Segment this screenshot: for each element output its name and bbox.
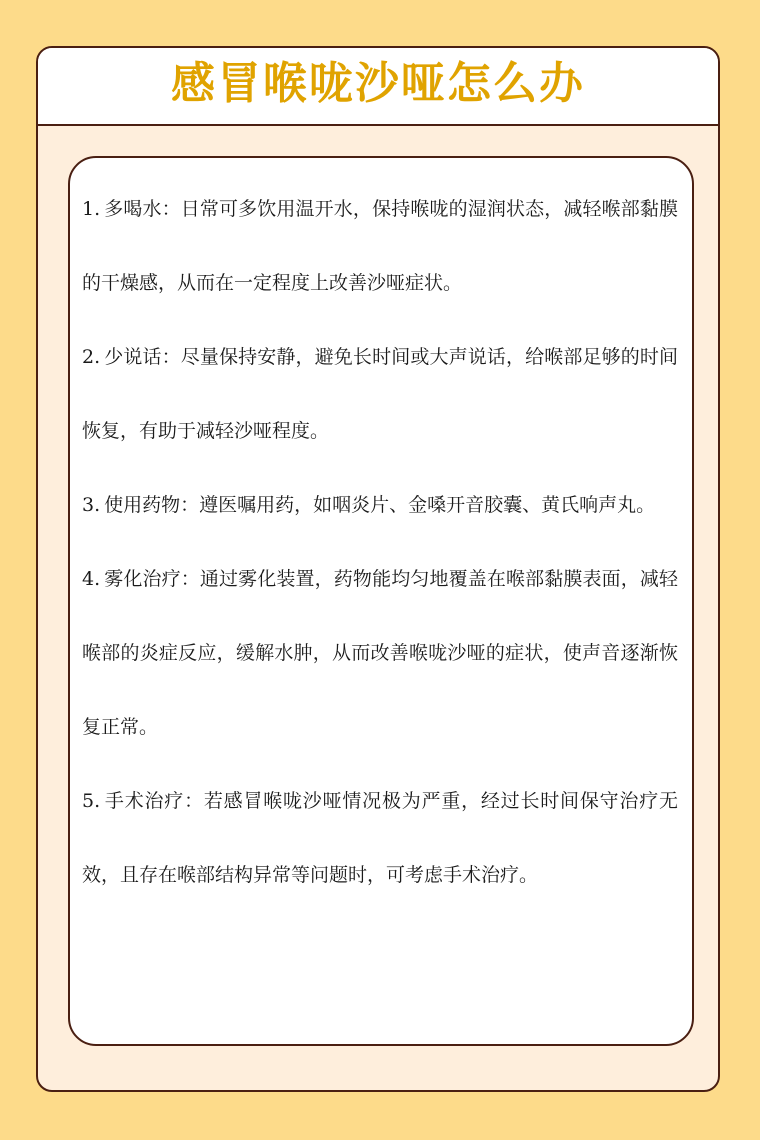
tips-panel <box>68 156 694 1046</box>
item-number: 5. <box>82 790 101 812</box>
list-item <box>82 542 678 764</box>
item-number: 2. <box>82 346 101 368</box>
list-item <box>82 320 678 468</box>
item-text: 多喝水：日常可多饮用温开水，保持喉咙的湿润状态，减轻喉部黏膜的干燥感，从而在一定程度上改善沙哑症状。 <box>82 198 678 294</box>
list-item <box>82 764 678 912</box>
item-number: 4. <box>82 568 101 590</box>
list-item <box>82 172 678 320</box>
item-text: 雾化治疗：通过雾化装置，药物能均匀地覆盖在喉部黏膜表面，减轻喉部的炎症反应，缓解水肿，从而改善喉咙沙哑的症状，使声音逐渐恢复正常。 <box>82 568 678 738</box>
list-item <box>82 468 678 542</box>
item-text: 使用药物：遵医嘱用药，如咽炎片、金嗓开音胶囊、黄氏响声丸。 <box>104 494 656 516</box>
item-text: 少说话：尽量保持安静，避免长时间或大声说话，给喉部足够的时间恢复，有助于减轻沙哑程度。 <box>82 346 678 442</box>
title-bar <box>38 48 718 126</box>
item-number: 3. <box>82 494 101 516</box>
page-title: 感冒喉咙沙哑怎么办 <box>171 58 585 109</box>
content-card <box>36 46 720 1092</box>
item-number: 1. <box>82 198 101 220</box>
item-text: 手术治疗：若感冒喉咙沙哑情况极为严重，经过长时间保守治疗无效，且存在喉部结构异常等问题时，可考虑手术治疗。 <box>82 790 678 886</box>
